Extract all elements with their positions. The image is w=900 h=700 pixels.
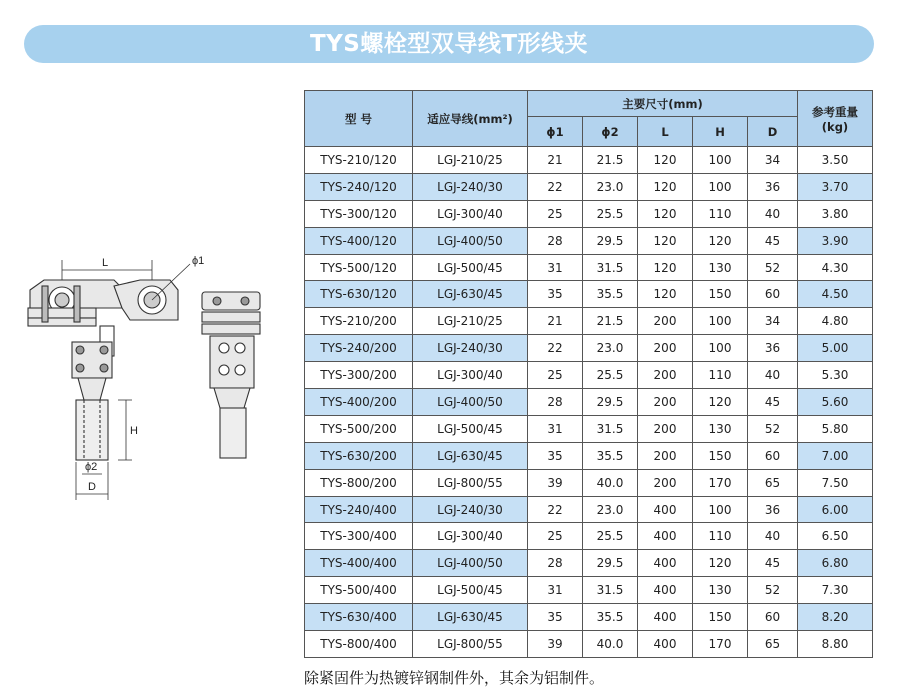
table-cell: LGJ-630/45 xyxy=(413,604,528,631)
table-cell: LGJ-300/40 xyxy=(413,523,528,550)
table-cell: 25 xyxy=(528,362,583,389)
table-cell: 28 xyxy=(528,550,583,577)
table-cell: 22 xyxy=(528,496,583,523)
table-cell: 150 xyxy=(693,442,748,469)
header-model: 型 号 xyxy=(305,91,413,147)
table-cell: 40.0 xyxy=(583,469,638,496)
table-cell: 4.80 xyxy=(798,308,873,335)
table-cell: TYS-210/200 xyxy=(305,308,413,335)
table-cell: 8.80 xyxy=(798,631,873,658)
table-cell: 5.60 xyxy=(798,389,873,416)
table-cell: TYS-300/120 xyxy=(305,200,413,227)
table-cell: TYS-630/120 xyxy=(305,281,413,308)
table-cell: 22 xyxy=(528,173,583,200)
table-cell: 39 xyxy=(528,631,583,658)
table-cell: 31.5 xyxy=(583,415,638,442)
table-cell: 110 xyxy=(693,362,748,389)
table-cell: 39 xyxy=(528,469,583,496)
table-cell: 25.5 xyxy=(583,523,638,550)
table-cell: LGJ-300/40 xyxy=(413,362,528,389)
table-cell: TYS-300/200 xyxy=(305,362,413,389)
table-cell: 40 xyxy=(748,362,798,389)
table-cell: TYS-400/200 xyxy=(305,389,413,416)
header-conductor: 适应导线(mm²) xyxy=(413,91,528,147)
table-row xyxy=(305,550,873,577)
table-cell: 4.30 xyxy=(798,254,873,281)
table-cell: 31 xyxy=(528,415,583,442)
header-phi2: ϕ2 xyxy=(583,117,638,147)
table-cell: 45 xyxy=(748,389,798,416)
table-cell: 21 xyxy=(528,308,583,335)
table-cell: TYS-210/120 xyxy=(305,147,413,174)
table-cell: LGJ-240/30 xyxy=(413,496,528,523)
table-row xyxy=(305,415,873,442)
title-banner xyxy=(24,25,874,63)
table-cell: LGJ-240/30 xyxy=(413,173,528,200)
table-cell: 170 xyxy=(693,631,748,658)
table-cell: 31.5 xyxy=(583,577,638,604)
table-cell: 45 xyxy=(748,550,798,577)
table-cell: 110 xyxy=(693,523,748,550)
table-cell: LGJ-800/55 xyxy=(413,631,528,658)
table-row xyxy=(305,227,873,254)
table-cell: 21.5 xyxy=(583,147,638,174)
table-cell: 60 xyxy=(748,604,798,631)
table-cell: TYS-240/120 xyxy=(305,173,413,200)
table-cell: 25 xyxy=(528,200,583,227)
table-cell: 7.30 xyxy=(798,577,873,604)
table-cell: TYS-630/200 xyxy=(305,442,413,469)
table-row xyxy=(305,173,873,200)
dim-phi2-label: ϕ2 xyxy=(85,461,98,473)
table-cell: 52 xyxy=(748,415,798,442)
table-cell: 6.50 xyxy=(798,523,873,550)
table-cell: 28 xyxy=(528,227,583,254)
table-cell: 6.80 xyxy=(798,550,873,577)
table-cell: 31.5 xyxy=(583,254,638,281)
table-cell: 170 xyxy=(693,469,748,496)
table-cell: 3.90 xyxy=(798,227,873,254)
table-cell: 100 xyxy=(693,496,748,523)
table-cell: 3.70 xyxy=(798,173,873,200)
table-cell: 35 xyxy=(528,442,583,469)
header-H: H xyxy=(693,117,748,147)
table-cell: 200 xyxy=(638,442,693,469)
table-cell: 40 xyxy=(748,200,798,227)
table-cell: 25 xyxy=(528,523,583,550)
table-cell: 7.50 xyxy=(798,469,873,496)
table-cell: 120 xyxy=(638,173,693,200)
table-cell: LGJ-400/50 xyxy=(413,227,528,254)
table-cell: 36 xyxy=(748,335,798,362)
table-cell: 23.0 xyxy=(583,335,638,362)
table-cell: 52 xyxy=(748,254,798,281)
table-cell: 60 xyxy=(748,442,798,469)
table-cell: 34 xyxy=(748,308,798,335)
clamp-drawings xyxy=(22,250,272,510)
table-cell: TYS-400/120 xyxy=(305,227,413,254)
table-cell: 200 xyxy=(638,389,693,416)
table-cell: 120 xyxy=(638,200,693,227)
table-cell: 22 xyxy=(528,335,583,362)
table-cell: 120 xyxy=(693,389,748,416)
table-cell: 120 xyxy=(693,227,748,254)
header-weight-label: 参考重量 xyxy=(812,104,858,119)
table-row xyxy=(305,389,873,416)
front-view xyxy=(28,280,178,460)
table-row xyxy=(305,254,873,281)
table-cell: 60 xyxy=(748,281,798,308)
table-cell: 5.80 xyxy=(798,415,873,442)
header-L: L xyxy=(638,117,693,147)
table-cell: 5.00 xyxy=(798,335,873,362)
table-cell: TYS-400/400 xyxy=(305,550,413,577)
table-row xyxy=(305,335,873,362)
table-cell: 23.0 xyxy=(583,173,638,200)
table-cell: 120 xyxy=(638,281,693,308)
table-row xyxy=(305,362,873,389)
table-cell: 6.00 xyxy=(798,496,873,523)
table-cell: 150 xyxy=(693,604,748,631)
table-cell: 200 xyxy=(638,335,693,362)
table-cell: 120 xyxy=(638,147,693,174)
table-cell: 400 xyxy=(638,523,693,550)
page-title: TYS螺栓型双导线T形线夹 xyxy=(309,31,589,57)
dim-L-label: L xyxy=(102,257,109,269)
table-cell: TYS-500/200 xyxy=(305,415,413,442)
table-cell: TYS-800/200 xyxy=(305,469,413,496)
table-cell: 400 xyxy=(638,631,693,658)
header-weight xyxy=(798,91,873,147)
table-cell: 35.5 xyxy=(583,442,638,469)
table-row xyxy=(305,281,873,308)
table-cell: TYS-800/400 xyxy=(305,631,413,658)
table-cell: 400 xyxy=(638,604,693,631)
table-cell: 21.5 xyxy=(583,308,638,335)
table-cell: 21 xyxy=(528,147,583,174)
table-cell: 100 xyxy=(693,308,748,335)
header-dimensions: 主要尺寸(mm) xyxy=(528,91,798,117)
table-cell: 40 xyxy=(748,523,798,550)
dim-D-label: D xyxy=(88,481,96,493)
table-cell: 3.50 xyxy=(798,147,873,174)
table-cell: LGJ-210/25 xyxy=(413,147,528,174)
header-weight-unit: (kg) xyxy=(821,119,849,134)
table-cell: 8.20 xyxy=(798,604,873,631)
table-cell: LGJ-630/45 xyxy=(413,281,528,308)
table-row xyxy=(305,469,873,496)
table-cell: 28 xyxy=(528,389,583,416)
dim-phi1-label: ϕ1 xyxy=(192,255,205,267)
table-cell: 120 xyxy=(693,550,748,577)
table-cell: 35 xyxy=(528,604,583,631)
table-cell: 200 xyxy=(638,308,693,335)
table-cell: 34 xyxy=(748,147,798,174)
table-cell: TYS-630/400 xyxy=(305,604,413,631)
table-cell: 7.00 xyxy=(798,442,873,469)
table-row xyxy=(305,496,873,523)
table-cell: 35 xyxy=(528,281,583,308)
table-cell: 200 xyxy=(638,469,693,496)
table-cell: 40.0 xyxy=(583,631,638,658)
table-cell: 35.5 xyxy=(583,604,638,631)
table-cell: 110 xyxy=(693,200,748,227)
table-cell: 36 xyxy=(748,496,798,523)
table-cell: 3.80 xyxy=(798,200,873,227)
table-cell: 36 xyxy=(748,173,798,200)
table-row xyxy=(305,308,873,335)
table-cell: 100 xyxy=(693,335,748,362)
header-D: D xyxy=(748,117,798,147)
table-cell: LGJ-500/45 xyxy=(413,415,528,442)
table-cell: 120 xyxy=(638,227,693,254)
table-cell: 130 xyxy=(693,577,748,604)
table-cell: 35.5 xyxy=(583,281,638,308)
table-row xyxy=(305,442,873,469)
table-row xyxy=(305,523,873,550)
table-cell: 200 xyxy=(638,362,693,389)
table-cell: TYS-500/120 xyxy=(305,254,413,281)
table-cell: 25.5 xyxy=(583,200,638,227)
table-cell: 65 xyxy=(748,469,798,496)
table-cell: LGJ-240/30 xyxy=(413,335,528,362)
table-cell: TYS-240/200 xyxy=(305,335,413,362)
header-phi1: ϕ1 xyxy=(528,117,583,147)
table-cell: LGJ-300/40 xyxy=(413,200,528,227)
table-row xyxy=(305,577,873,604)
side-view xyxy=(202,292,260,458)
dim-H-label: H xyxy=(130,425,138,437)
table-cell: 130 xyxy=(693,415,748,442)
table-cell: LGJ-500/45 xyxy=(413,577,528,604)
table-row xyxy=(305,604,873,631)
table-cell: 29.5 xyxy=(583,389,638,416)
table-cell: 45 xyxy=(748,227,798,254)
table-cell: LGJ-210/25 xyxy=(413,308,528,335)
table-row xyxy=(305,200,873,227)
table-cell: 5.30 xyxy=(798,362,873,389)
table-cell: 31 xyxy=(528,254,583,281)
table-cell: 130 xyxy=(693,254,748,281)
table-cell: TYS-500/400 xyxy=(305,577,413,604)
table-cell: LGJ-800/55 xyxy=(413,469,528,496)
table-cell: 100 xyxy=(693,147,748,174)
table-cell: 25.5 xyxy=(583,362,638,389)
table-cell: 4.50 xyxy=(798,281,873,308)
table-cell: 150 xyxy=(693,281,748,308)
table-cell: 100 xyxy=(693,173,748,200)
table-cell: 23.0 xyxy=(583,496,638,523)
table-cell: 29.5 xyxy=(583,550,638,577)
table-cell: 400 xyxy=(638,577,693,604)
table-cell: 200 xyxy=(638,415,693,442)
table-cell: 400 xyxy=(638,496,693,523)
table-cell: 65 xyxy=(748,631,798,658)
table-row xyxy=(305,631,873,658)
table-cell: LGJ-500/45 xyxy=(413,254,528,281)
table-cell: TYS-300/400 xyxy=(305,523,413,550)
table-cell: 52 xyxy=(748,577,798,604)
table-cell: 120 xyxy=(638,254,693,281)
table-cell: TYS-240/400 xyxy=(305,496,413,523)
table-cell: LGJ-400/50 xyxy=(413,550,528,577)
material-note: 除紧固件为热镀锌钢制件外，其余为铝制件。 xyxy=(304,669,605,687)
table-cell: LGJ-630/45 xyxy=(413,442,528,469)
table-cell: 29.5 xyxy=(583,227,638,254)
table-cell: LGJ-400/50 xyxy=(413,389,528,416)
table-row xyxy=(305,147,873,174)
table-cell: 400 xyxy=(638,550,693,577)
table-cell: 31 xyxy=(528,577,583,604)
spec-table xyxy=(304,90,873,658)
